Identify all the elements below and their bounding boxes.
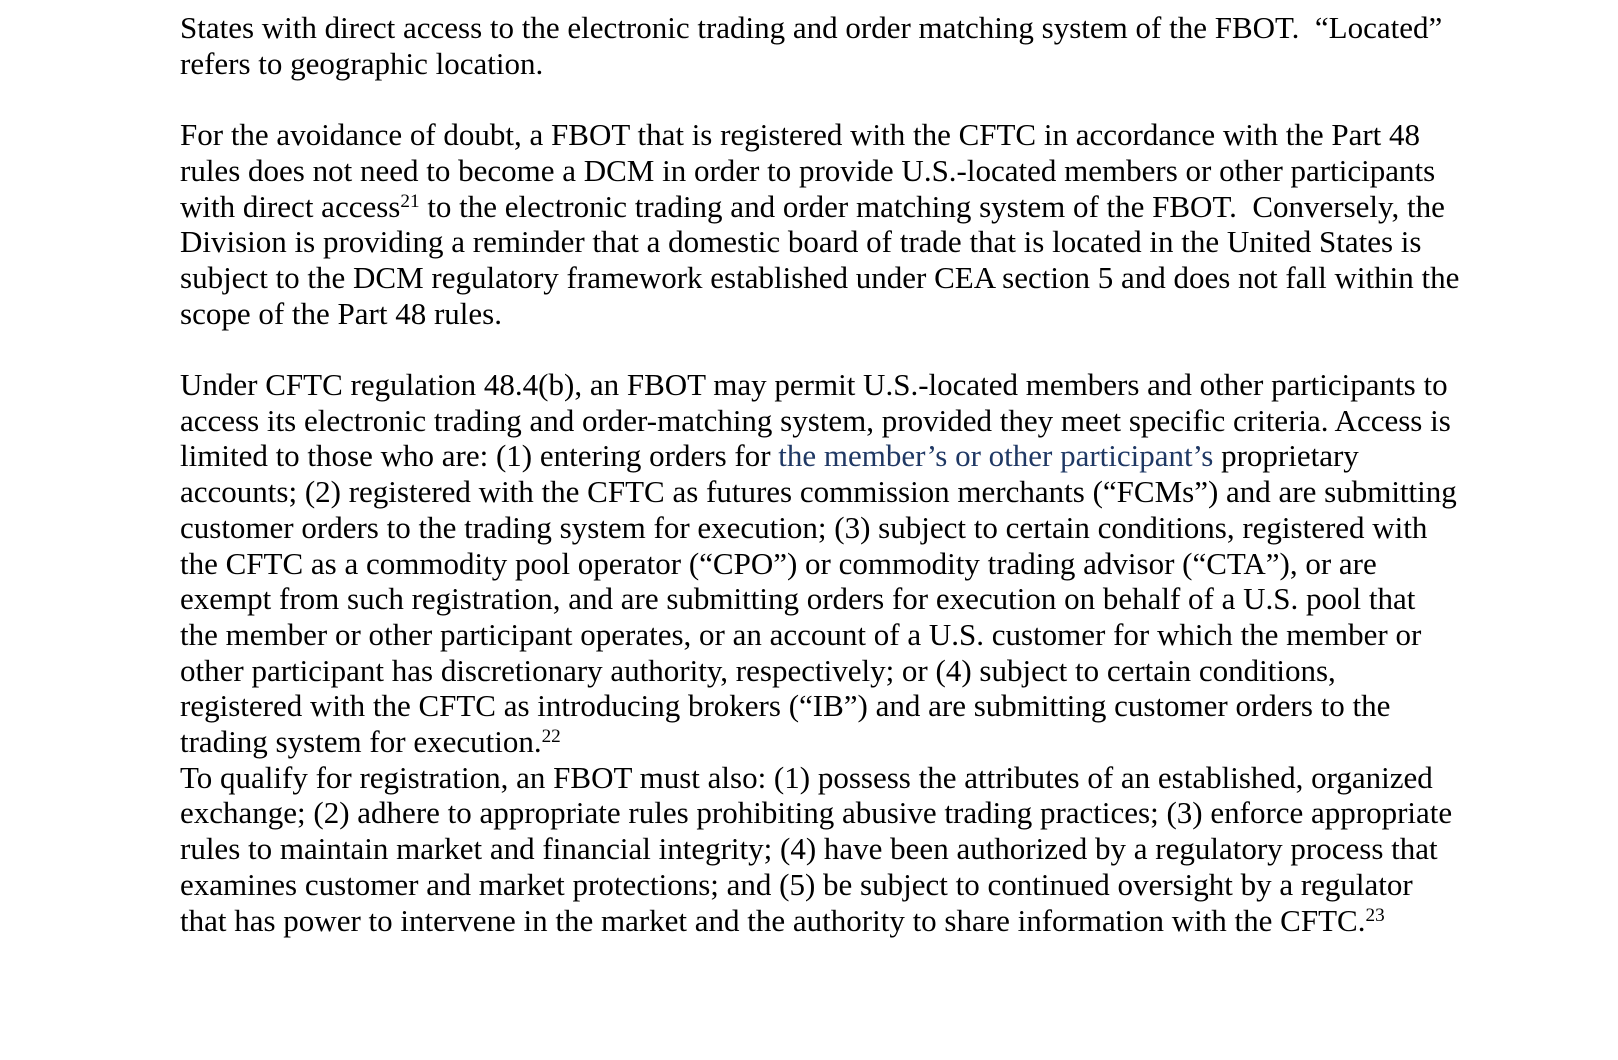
paragraph-avoidance-of-doubt [180,117,1468,331]
body-text: to the electronic trading and order matching system of the FBOT. Conversely, the Division is providing a reminder that a domestic board of trade that is located in the United States is subject to the DCM regulatory framework established under CEA section 5 and does not fall within the scope of the Part 48 rules. [180,188,1468,331]
body-text: proprietary accounts; (2) registered with the CFTC as futures commission merchants (“FCMs”) and are submitting customer orders to the trading system for execution; (3) subject to certain conditions, registered with the CFTC as a commodity pool operator (“CPO”) or commodity trading advisor (“CTA”), or are exempt from such registration, and are submitting orders for execution on behalf of a U.S. pool that the member or other participant operates, or an account of a U.S. customer for which the member or other participant has discretionary authority, respectively; or (4) subject to certain conditions, registered with the CFTC as introducing brokers (“IB”) and are submitting customer orders to the trading system for execution. [180,438,1465,760]
body-text: For the avoidance of doubt, a FBOT that is registered with the CFTC in accordance with the Part 48 rules does not need to become a DCM in order to provide U.S.-located members or other participants with direct access [180,117,1443,224]
body-text: Under CFTC regulation 48.4(b), an FBOT may permit U.S.-located members and other participants to access its electronic trading and order-matching system, provided they meet specific criteria. Access is limited to those who are: (1) entering orders for [180,367,1459,474]
paragraph-continuation [180,10,1460,81]
body-text: To qualify for registration, an FBOT must also: (1) possess the attributes of an established, organized exchange; (2) adhere to appropriate rules prohibiting abusive trading practices; (3) enforce appropriate rules to maintain market and financial integrity; (4) have been authorized by a regulatory process that examines customer and market protections; and (5) be subject to continued oversight by a regulator that has power to intervene in the market and the authority to share information with the CFTC. [180,759,1460,938]
footnote-ref: 23 [1365,904,1385,926]
paragraph-access-criteria [180,367,1465,760]
inserted-text-blue: the member’s or other participant’s [778,438,1214,474]
footnote-ref: 21 [400,190,420,212]
body-text: States with direct access to the electronic trading and order matching system of the FBOT. “Located” refers to geographic location. [180,10,1451,81]
paragraph-registration-requirements [180,760,1460,939]
footnote-ref: 22 [541,726,561,748]
document-text-column [180,10,1468,938]
